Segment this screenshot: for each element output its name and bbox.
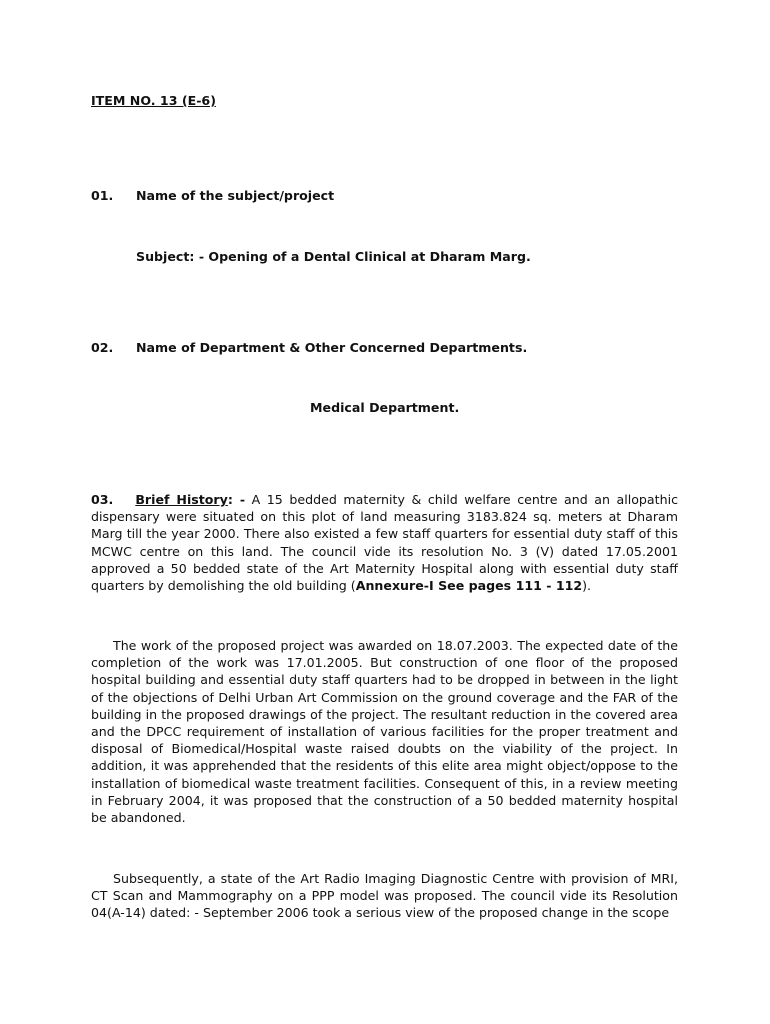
item-number-heading: ITEM NO. 13 (E-6) bbox=[91, 93, 216, 108]
section-02-number: 02. bbox=[91, 340, 114, 355]
section-01-title: Name of the subject/project bbox=[136, 188, 335, 203]
annexure-reference: Annexure-I See pages 111 - 112 bbox=[355, 578, 583, 594]
brief-history-paragraph bbox=[91, 491, 678, 594]
brief-history-label: Brief History bbox=[135, 492, 228, 507]
brief-history-text: A 15 bedded maternity & child welfare centre and an allopathic dispensary were situated on this plot of land measuring 3183.824 sq. meters at Dharam Marg till the year 2000. There also existed a few staff quarters for essential duty staff of this MCWC centre on this land. The council vide its resolution No. 3 (V) dated 17.05.2001 approved a 50 bedded state of the Art Maternity Hospital along with essential duty staff quarters by demolishing the old building ( bbox=[91, 492, 678, 594]
department-name: Medical Department. bbox=[310, 400, 460, 415]
body-paragraph: The work of the proposed project was awarded on 18.07.2003. The expected date of the completion of the work was 17.01.2005. But construction of one floor of the proposed hospital building and essential duty staff quarters had to be dropped in between in the light of the objections of Delhi Urban Art Commission on the ground coverage and the FAR of the building in the proposed drawings of the project. The resultant reduction in the covered area and the DPCC requirement of installation of various facilities for the proper treatment and disposal of Biomedical/Hospital waste raised doubts on the viability of the project. In addition, it was apprehended that the residents of this elite area might object/oppose to the installation of biomedical waste treatment facilities. Consequent of this, in a review meeting in February 2004, it was proposed that the construction of a 50 bedded maternity hospital be abandoned. bbox=[91, 638, 678, 826]
brief-history-separator: : - bbox=[227, 492, 246, 507]
subject-line: Subject: - Opening of a Dental Clinical at Dharam Marg. bbox=[136, 249, 531, 264]
section-02-title: Name of Department & Other Concerned Departments. bbox=[136, 340, 528, 355]
section-01-number: 01. bbox=[91, 188, 114, 203]
section-03-number: 03. bbox=[91, 492, 114, 507]
brief-history-text-end: ). bbox=[582, 578, 592, 594]
body-paragraph: Subsequently, a state of the Art Radio Imaging Diagnostic Centre with provision of MRI, CT Scan and Mammography on a PPP model was proposed. The council vide its Resolution 04(A-14) dated: - September 2006 took a serious view of the proposed change in the scope bbox=[91, 871, 678, 921]
